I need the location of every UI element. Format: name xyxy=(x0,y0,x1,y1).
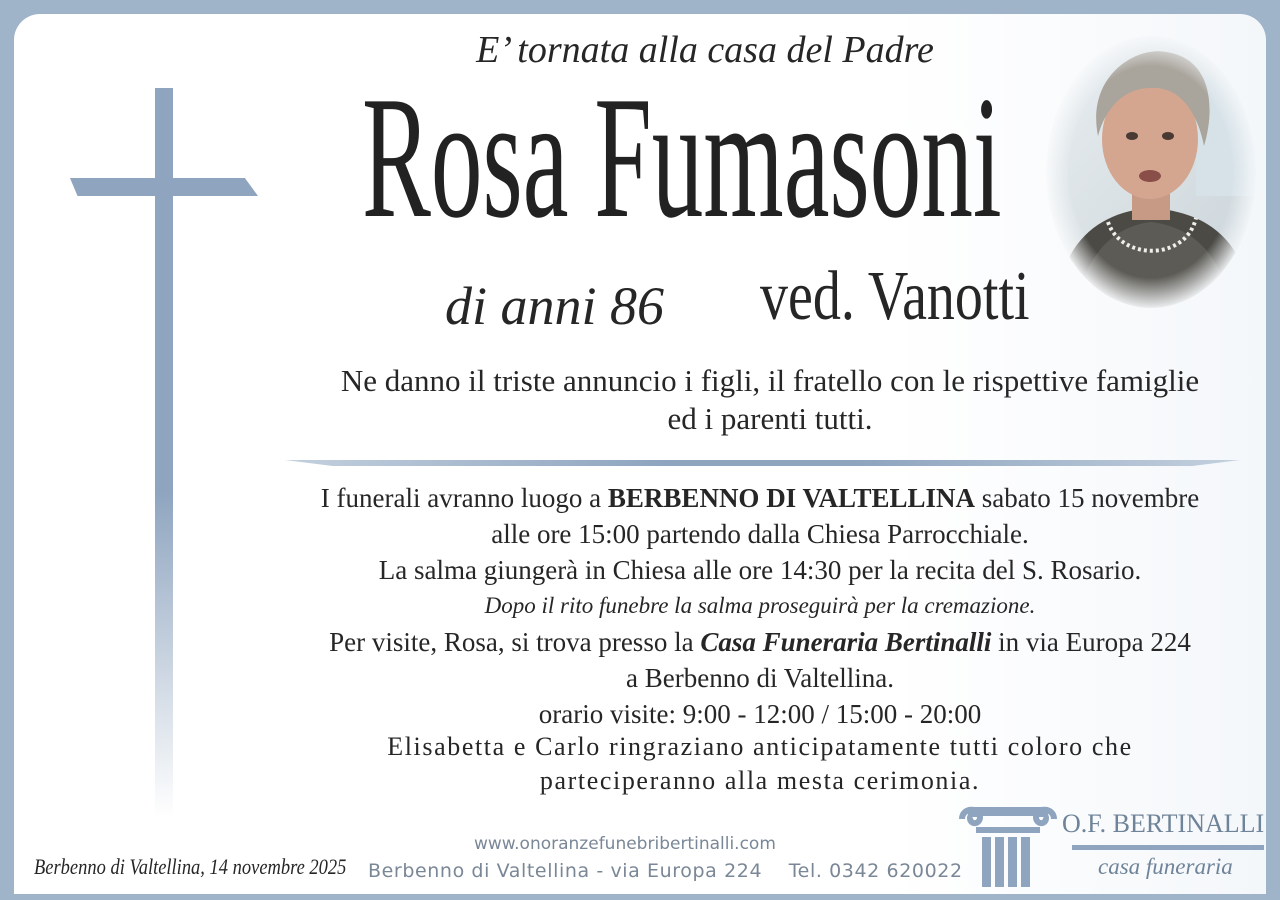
funeral-line-2: alle ore 15:00 partendo dalla Chiesa Parrocchiale. xyxy=(491,519,1029,549)
deceased-name: Rosa Fumasoni xyxy=(362,60,1002,254)
thanks-line-2: parteciperanno alla mesta cerimonia. xyxy=(539,766,981,795)
visits-line-1 xyxy=(250,624,1270,660)
funeral-home-name: Casa Funeraria Bertinalli xyxy=(700,627,992,657)
intro-phrase: E’ tornata alla casa del Padre xyxy=(476,29,934,71)
funeral-location: BERBENNO DI VALTELLINA xyxy=(607,483,976,513)
announcement xyxy=(270,362,1270,438)
visiting-hours: orario visite: 9:00 - 12:00 / 15:00 - 20:00 xyxy=(538,699,982,729)
thanks-message xyxy=(250,730,1270,798)
brand-name: O.F. BERTINALLI xyxy=(1062,809,1265,838)
ionic-column-logo-icon xyxy=(958,803,1058,889)
funeral-date: sabato 15 novembre xyxy=(975,483,1200,513)
widow-of: ved. Vanotti xyxy=(760,258,1030,335)
brand-underline xyxy=(1072,845,1264,850)
cross-icon xyxy=(155,88,173,818)
visits-line-2: a Berbenno di Valtellina. xyxy=(626,663,894,693)
publication-date: Berbenno di Valtellina, 14 novembre 2025 xyxy=(34,854,347,879)
portrait-illustration xyxy=(1046,36,1256,308)
funeral-line-3: La salma giungerà in Chiesa alle ore 14:30 per la recita del S. Rosario. xyxy=(378,555,1142,585)
visits-text: Per visite, Rosa, si trova presso la xyxy=(329,627,701,657)
visits-address: in via Europa 224 xyxy=(991,627,1191,657)
portrait-photo xyxy=(1046,36,1256,308)
announcement-line-2: ed i parenti tutti. xyxy=(667,401,873,436)
funeral-text: I funerali avranno luogo a xyxy=(320,483,608,513)
website-link[interactable]: www.onoranzefunebribertinalli.com xyxy=(474,834,776,854)
contact-address: Berbenno di Valtellina - via Europa 224 Tel. 0342 620022 xyxy=(368,860,963,882)
brand-subtitle: casa funeraria xyxy=(1098,854,1233,879)
deceased-age: di anni 86 xyxy=(445,276,665,336)
funeral-details xyxy=(250,480,1270,732)
announcement-line-1: Ne danno il triste annuncio i figli, il fratello con le rispettive famiglie xyxy=(340,363,1200,398)
funeral-line-1 xyxy=(250,480,1270,516)
thanks-line-1: Elisabetta e Carlo ringraziano anticipatamente tutti coloro che xyxy=(387,732,1133,761)
cross-arm xyxy=(70,178,258,196)
cremation-note: Dopo il rito funebre la salma proseguirà per la cremazione. xyxy=(484,593,1036,618)
